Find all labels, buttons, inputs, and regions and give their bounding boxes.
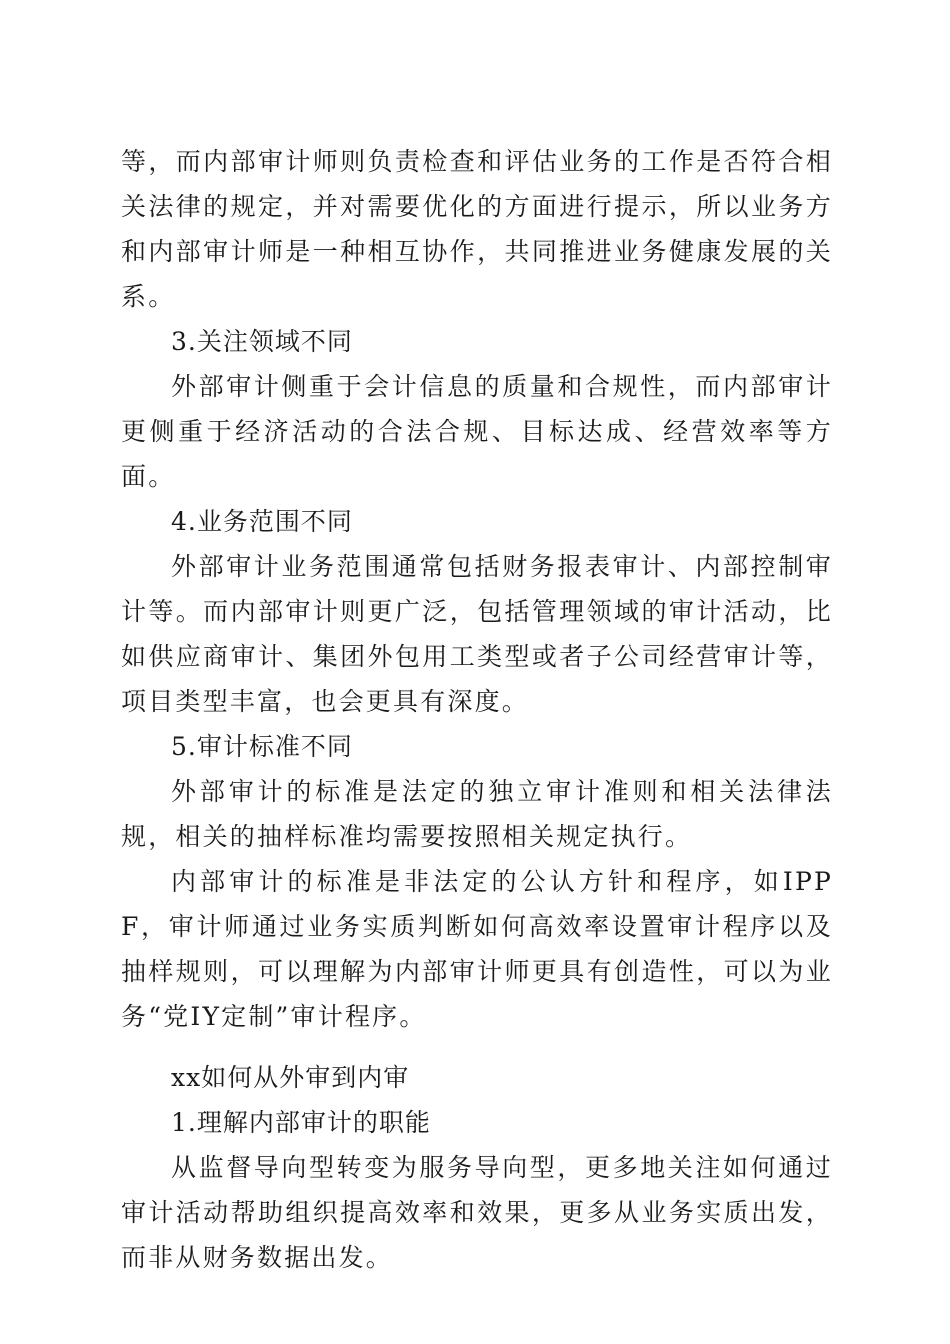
heading-business-scope: 4.业务范围不同	[171, 507, 353, 536]
paragraph-continuation: 等，而内部审计师则负责检查和评估业务的工作是否符合相关法律的规定，并对需要优化的方面进行提示，所以业务方和内部审计师是一种相互协作，共同推进业务健康发展的关系。	[121, 147, 833, 311]
paragraph-business-scope: 外部审计业务范围通常包括财务报表审计、内部控制审计等。而内部审计则更广泛，包括管理领域的审计活动，比如供应商审计、集团外包用工类型或者子公司经营审计等，项目类型丰富，也会更具有深度。	[121, 552, 833, 716]
paragraph-external-standards: 外部审计的标准是法定的独立审计准则和相关法律法规，相关的抽样标准均需要按照相关规定执行。	[121, 777, 833, 851]
heading-audit-standards: 5.审计标准不同	[171, 732, 353, 761]
heading-understand-function: 1.理解内部审计的职能	[171, 1108, 431, 1137]
heading-external-to-internal: xx如何从外审到内审	[171, 1063, 410, 1092]
paragraph-internal-standards: 内部审计的标准是非法定的公认方针和程序，如IPPF，审计师通过业务实质判断如何高效率设置审计程序以及抽样规则，可以理解为内部审计师更具有创造性，可以为业务“党IY定制”审计程序。	[121, 867, 833, 1031]
paragraph-understand-function: 从监督导向型转变为服务导向型，更多地关注如何通过审计活动帮助组织提高效率和效果，更多从业务实质出发，而非从财务数据出发。	[121, 1153, 833, 1272]
document-body	[121, 139, 833, 1280]
paragraph-focus-area: 外部审计侧重于会计信息的质量和合规性，而内部审计更侧重于经济活动的合法合规、目标达成、经营效率等方面。	[121, 372, 833, 491]
section-gap	[121, 1039, 833, 1055]
heading-focus-area: 3.关注领域不同	[171, 327, 353, 356]
